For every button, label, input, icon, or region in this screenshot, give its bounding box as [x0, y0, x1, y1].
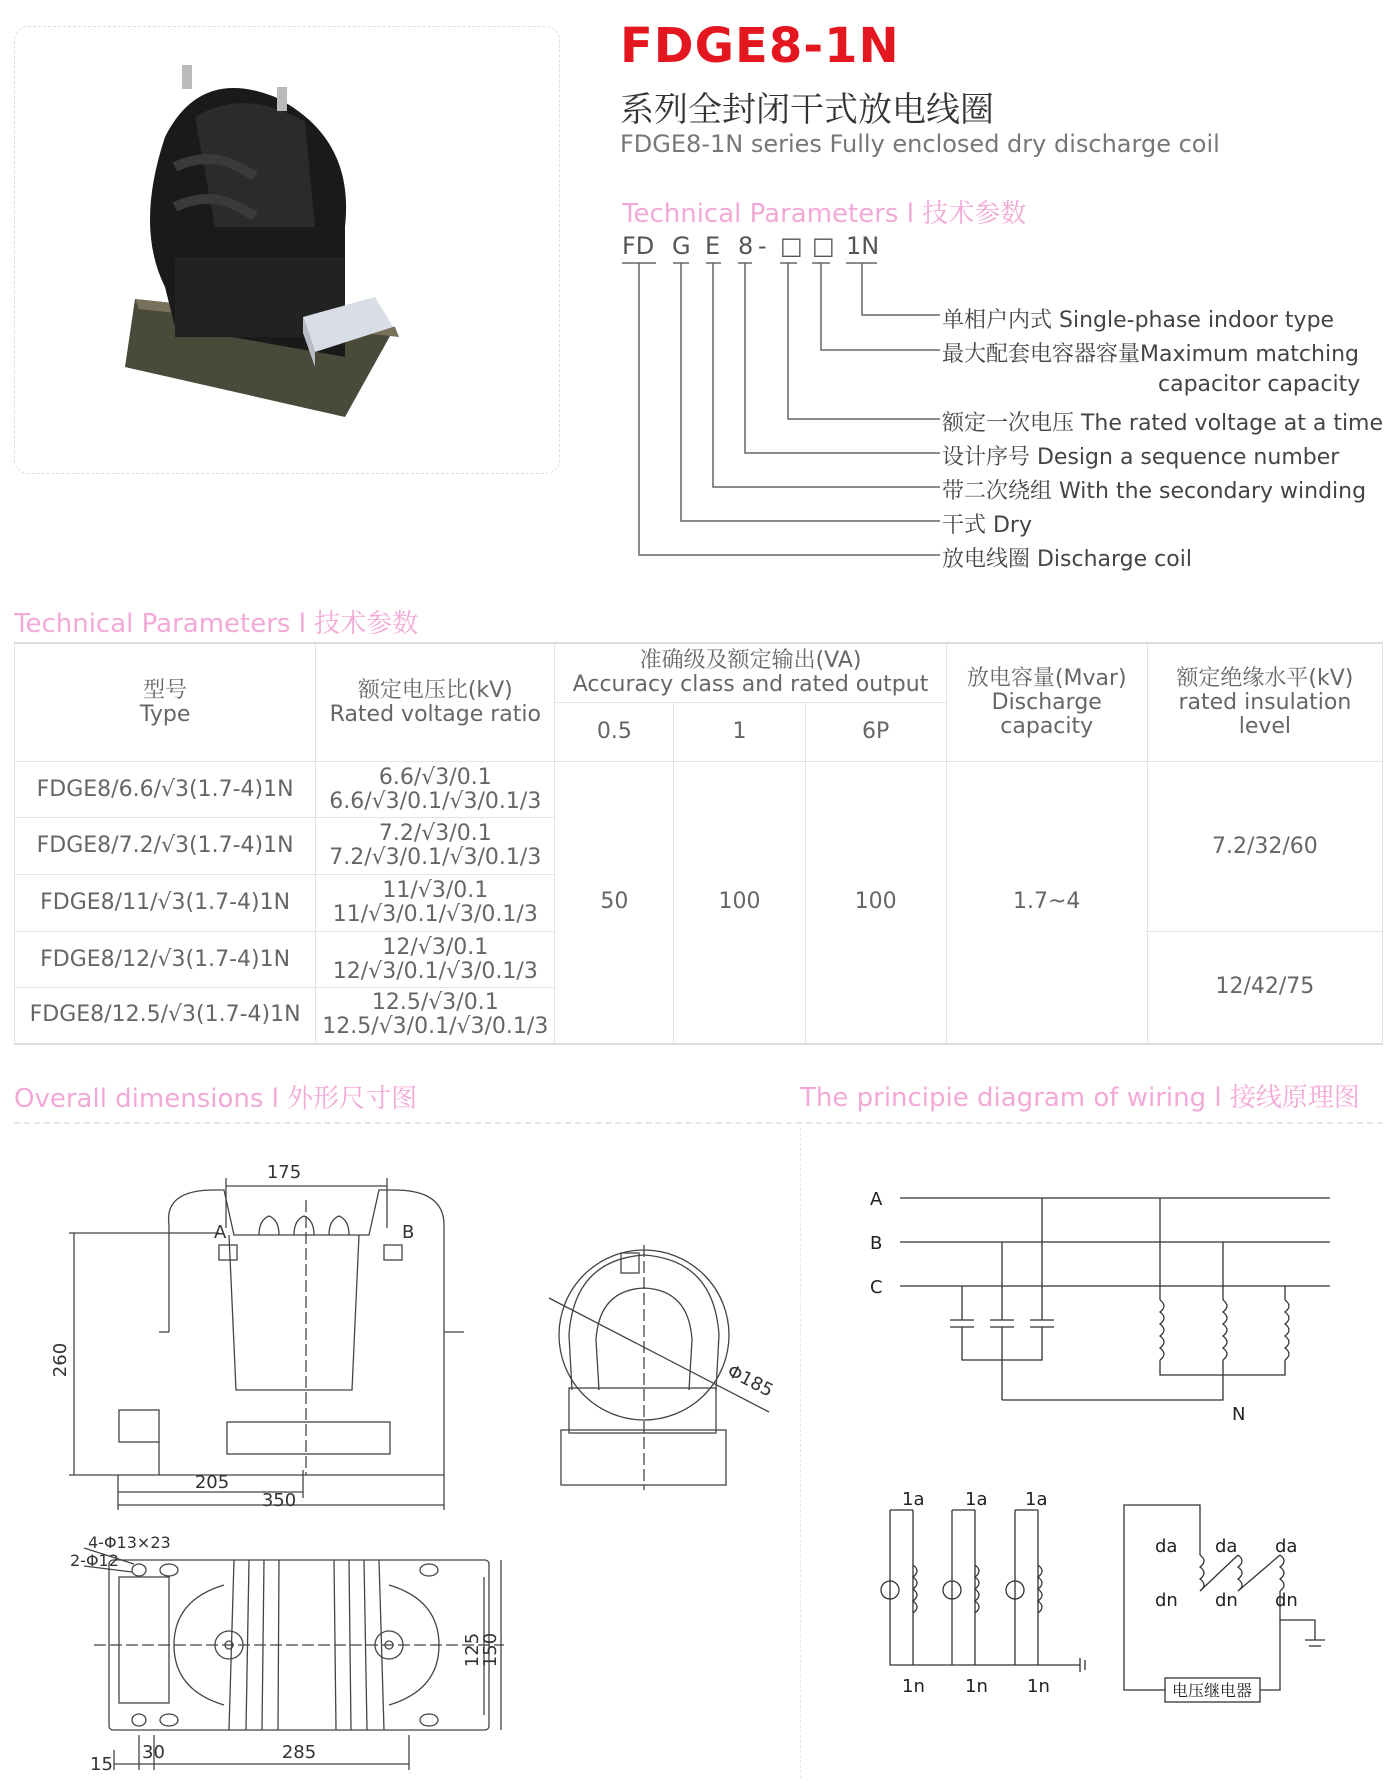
- header-acc-1: 1: [674, 703, 805, 762]
- parameters-table: [14, 642, 1383, 1045]
- legend-capacity-2: capacitor capacity: [1158, 372, 1361, 397]
- legend-design: 设计序号 Design a sequence number: [942, 445, 1340, 470]
- cell-insulation-b: 12/42/75: [1147, 932, 1382, 1044]
- product-subtitle-cn: 系列全封闭干式放电线圈: [620, 90, 994, 130]
- cell-type: FDGE8/12.5/√3(1.7-4)1N: [15, 988, 316, 1044]
- sec-1n-label: 1n: [902, 1676, 925, 1697]
- cell-type: FDGE8/6.6/√3(1.7-4)1N: [15, 762, 316, 818]
- legend-secondary: 带二次绕组 With the secondary winding: [942, 479, 1367, 504]
- terminal-b-label: B: [402, 1222, 415, 1243]
- sec-1n-label: 1n: [1027, 1676, 1050, 1697]
- cell-capacity: 1.7~4: [946, 762, 1147, 1044]
- wiring-diagram: [870, 1160, 1360, 1760]
- dim-285: 285: [281, 1742, 317, 1763]
- header-acc-05: 0.5: [555, 703, 674, 762]
- product-photo-frame: [14, 26, 560, 474]
- cell-acc-6p: 100: [805, 762, 946, 1044]
- table-row: [15, 762, 1383, 818]
- code-letter-box2: □: [812, 232, 835, 260]
- cell-acc-1: 100: [674, 762, 805, 1044]
- cell-ratio: 11/√3/0.1 11/√3/0.1/√3/0.1/3: [316, 875, 555, 932]
- dim-150: 150: [480, 1632, 501, 1668]
- dn-label: dn: [1275, 1590, 1298, 1611]
- da-label: da: [1215, 1536, 1238, 1557]
- dim-hole2: 2-Φ12: [70, 1551, 119, 1570]
- sec-1a-label: 1a: [965, 1489, 988, 1510]
- dim-30: 30: [142, 1742, 165, 1763]
- code-letter-box1: □: [780, 232, 803, 260]
- dim-125: 125: [462, 1632, 483, 1668]
- column-divider: [800, 1128, 801, 1778]
- code-letter-dash: -: [758, 232, 767, 260]
- cell-ratio: 7.2/√3/0.1 7.2/√3/0.1/√3/0.1/3: [316, 818, 555, 875]
- cell-insulation-a: 7.2/32/60: [1147, 762, 1382, 932]
- header-type: 型号 Type: [15, 643, 316, 762]
- header-acc-6p: 6P: [805, 703, 946, 762]
- cell-type: FDGE8/7.2/√3(1.7-4)1N: [15, 818, 316, 875]
- product-photo: [15, 27, 561, 475]
- terminal-a-label: A: [214, 1222, 227, 1243]
- sec-1a-label: 1a: [1025, 1489, 1048, 1510]
- code-letter-8: 8: [738, 232, 754, 260]
- code-letter-fd: FD: [622, 232, 655, 260]
- cell-type: FDGE8/11/√3(1.7-4)1N: [15, 875, 316, 932]
- dim-205: 205: [194, 1472, 230, 1493]
- cell-ratio: 12.5/√3/0.1 12.5/√3/0.1/√3/0.1/3: [316, 988, 555, 1044]
- phase-c-label: C: [870, 1277, 883, 1298]
- legend-1n: 单相户内式 Single-phase indoor type: [942, 308, 1335, 333]
- legend-capacity-1: 最大配套电容器容量Maximum matching: [942, 342, 1359, 367]
- relay-label: 电压继电器: [1171, 1681, 1253, 1700]
- cell-type: FDGE8/12/√3(1.7-4)1N: [15, 932, 316, 988]
- sec-1n-label: 1n: [965, 1676, 988, 1697]
- code-letter-1n: 1N: [846, 232, 880, 260]
- product-title: FDGE8-1N: [620, 18, 900, 74]
- cell-ratio: 6.6/√3/0.1 6.6/√3/0.1/√3/0.1/3: [316, 762, 555, 818]
- neutral-label: N: [1232, 1404, 1246, 1425]
- dim-260: 260: [50, 1342, 71, 1378]
- phase-a-label: A: [870, 1189, 883, 1210]
- code-leader-lines: [600, 255, 940, 565]
- table-section-heading: Technical Parameters l 技术参数: [14, 609, 419, 639]
- dimension-drawing: [14, 1130, 784, 1780]
- header-capacity: 放电容量(Mvar) Discharge capacity: [946, 643, 1147, 762]
- dim-350: 350: [261, 1490, 297, 1511]
- phase-b-label: B: [870, 1233, 883, 1254]
- dim-phi185: Φ185: [723, 1360, 777, 1402]
- dim-15: 15: [90, 1754, 113, 1775]
- dn-label: dn: [1155, 1590, 1178, 1611]
- dn-label: dn: [1215, 1590, 1238, 1611]
- cell-acc-05: 50: [555, 762, 674, 1044]
- dimensions-heading: Overall dimensions l 外形尺寸图: [14, 1084, 418, 1114]
- da-label: da: [1275, 1536, 1298, 1557]
- dim-hole1: 4-Φ13×23: [88, 1533, 171, 1552]
- da-label: da: [1155, 1536, 1178, 1557]
- code-letter-e: E: [705, 232, 721, 260]
- header-insulation: 额定绝缘水平(kV) rated insulation level: [1147, 643, 1382, 762]
- cell-ratio: 12/√3/0.1 12/√3/0.1/√3/0.1/3: [316, 932, 555, 988]
- sec-1a-label: 1a: [902, 1489, 925, 1510]
- legend-discharge: 放电线圈 Discharge coil: [942, 547, 1192, 572]
- dim-175: 175: [266, 1162, 302, 1183]
- header-ratio: 额定电压比(kV) Rated voltage ratio: [316, 643, 555, 762]
- wiring-heading: The principie diagram of wiring l 接线原理图: [800, 1083, 1360, 1113]
- product-subtitle-en: FDGE8-1N series Fully enclosed dry discharge coil: [620, 130, 1220, 158]
- legend-voltage: 额定一次电压 The rated voltage at a time: [942, 411, 1384, 436]
- section-divider: [14, 1122, 1383, 1124]
- code-section-heading: Technical Parameters l 技术参数: [622, 199, 1027, 229]
- code-letter-g: G: [672, 232, 691, 260]
- legend-dry: 干式 Dry: [942, 513, 1032, 538]
- header-accuracy: 准确级及额定输出(VA) Accuracy class and rated output: [555, 643, 946, 703]
